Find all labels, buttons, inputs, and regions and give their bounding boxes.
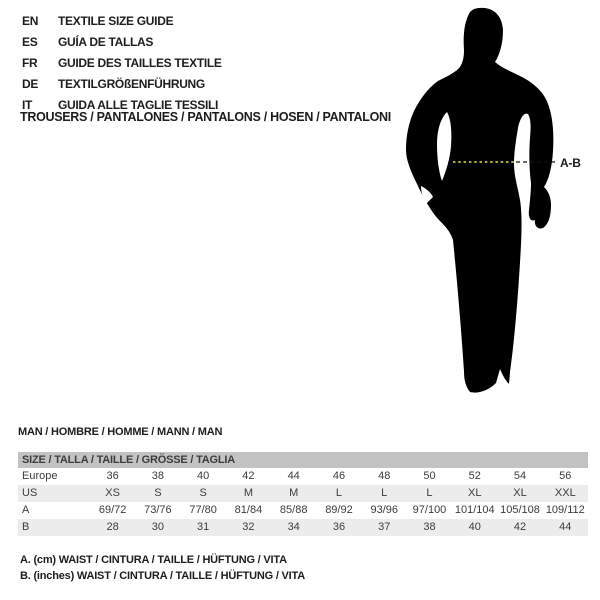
row-label: A xyxy=(22,504,30,516)
size-value-cell: 69/72 xyxy=(98,504,127,516)
size-value-cell: 44 xyxy=(559,521,572,533)
size-value-cell: 37 xyxy=(378,521,391,533)
product-heading: TROUSERS / PANTALONES / PANTALONS / HOSEN / PANTALONI xyxy=(20,110,391,124)
size-table-row xyxy=(18,519,588,536)
language-label: GUIDA ALLE TAGLIE TESSILI xyxy=(58,98,219,112)
size-value-cell: 52 xyxy=(468,470,481,482)
size-value-cell: 42 xyxy=(513,521,527,533)
size-value-cell: 42 xyxy=(242,470,255,482)
size-value-cell: XL xyxy=(513,487,527,499)
size-value-cell: 46 xyxy=(332,470,346,482)
size-value-cell: 44 xyxy=(287,470,300,482)
size-value-cell: 85/88 xyxy=(279,504,308,516)
size-value-cell: 36 xyxy=(332,521,346,533)
size-value-cell: 38 xyxy=(423,521,436,533)
row-label: B xyxy=(22,521,30,533)
language-row xyxy=(22,32,222,53)
size-value-cell: M xyxy=(243,487,254,499)
size-table-row xyxy=(18,468,588,485)
row-label: US xyxy=(22,487,38,499)
language-code: IT xyxy=(22,98,33,112)
size-value-cell: 54 xyxy=(513,470,527,482)
size-value-cell: 28 xyxy=(106,521,119,533)
size-value-cell: 56 xyxy=(559,470,572,482)
size-table-row xyxy=(18,502,588,519)
size-value-cell: 36 xyxy=(106,470,119,482)
size-value-cell: 101/104 xyxy=(454,504,495,516)
size-value-cell: 31 xyxy=(197,521,210,533)
size-value-cell: 77/80 xyxy=(189,504,217,516)
size-value-cell: 109/112 xyxy=(545,504,585,516)
size-value-cell: 38 xyxy=(151,470,165,482)
waist-measure-label: A-B xyxy=(560,156,581,170)
size-value-cell: 34 xyxy=(287,521,300,533)
size-value-cell: 97/100 xyxy=(412,504,447,516)
language-row xyxy=(22,53,222,74)
row-label: Europe xyxy=(22,470,58,482)
size-value-cell: 48 xyxy=(378,470,391,482)
language-label: TEXTILE SIZE GUIDE xyxy=(58,14,174,28)
footnote-a: A. (cm) WAIST / CINTURA / TAILLE / HÜFTUNG / VITA xyxy=(20,554,287,566)
language-row xyxy=(22,11,222,32)
size-value-cell: L xyxy=(426,487,433,499)
size-value-cell: 50 xyxy=(423,470,436,482)
language-code: EN xyxy=(22,14,39,28)
language-code: DE xyxy=(22,77,39,91)
footnote-b: B. (inches) WAIST / CINTURA / TAILLE / HÜFTUNG / VITA xyxy=(20,569,305,582)
size-value-cell: XL xyxy=(468,487,482,499)
size-value-cell: 81/84 xyxy=(234,504,263,516)
size-value-cell: XS xyxy=(105,487,120,499)
size-value-cell: M xyxy=(289,487,299,499)
size-value-cell: 30 xyxy=(151,521,165,533)
language-code: ES xyxy=(22,35,38,49)
footnotes xyxy=(20,553,305,584)
size-value-cell: S xyxy=(199,487,207,499)
size-value-cell: 40 xyxy=(197,470,210,482)
size-value-cell: 73/76 xyxy=(144,504,172,516)
size-value-cell: 93/96 xyxy=(370,504,398,516)
language-label: GUIDE DES TAILLES TEXTILE xyxy=(58,56,222,70)
language-code: FR xyxy=(22,56,38,70)
size-value-cell: L xyxy=(335,487,343,499)
size-value-cell: XXL xyxy=(554,487,576,499)
language-label: TEXTILGRÖßENFÜHRUNG xyxy=(58,77,205,91)
language-row xyxy=(22,74,222,95)
size-value-cell: 89/92 xyxy=(325,504,353,516)
language-label: GUÍA DE TALLAS xyxy=(58,35,154,49)
size-value-cell: 32 xyxy=(242,521,255,533)
figure-area xyxy=(400,0,600,400)
size-value-cell: S xyxy=(154,487,162,499)
size-table xyxy=(18,452,588,536)
language-list xyxy=(22,11,222,116)
man-silhouette-icon xyxy=(400,0,600,400)
size-table-header: SIZE / TALLA / TAILLE / GRÖSSE / TAGLIA xyxy=(18,452,588,468)
size-value-cell: 40 xyxy=(468,521,481,533)
size-value-cell: L xyxy=(381,487,388,499)
size-table-body xyxy=(18,468,588,536)
section-heading: MAN / HOMBRE / HOMME / MANN / MAN xyxy=(18,426,223,438)
size-table-row xyxy=(18,485,588,502)
size-value-cell: 105/108 xyxy=(500,504,540,516)
